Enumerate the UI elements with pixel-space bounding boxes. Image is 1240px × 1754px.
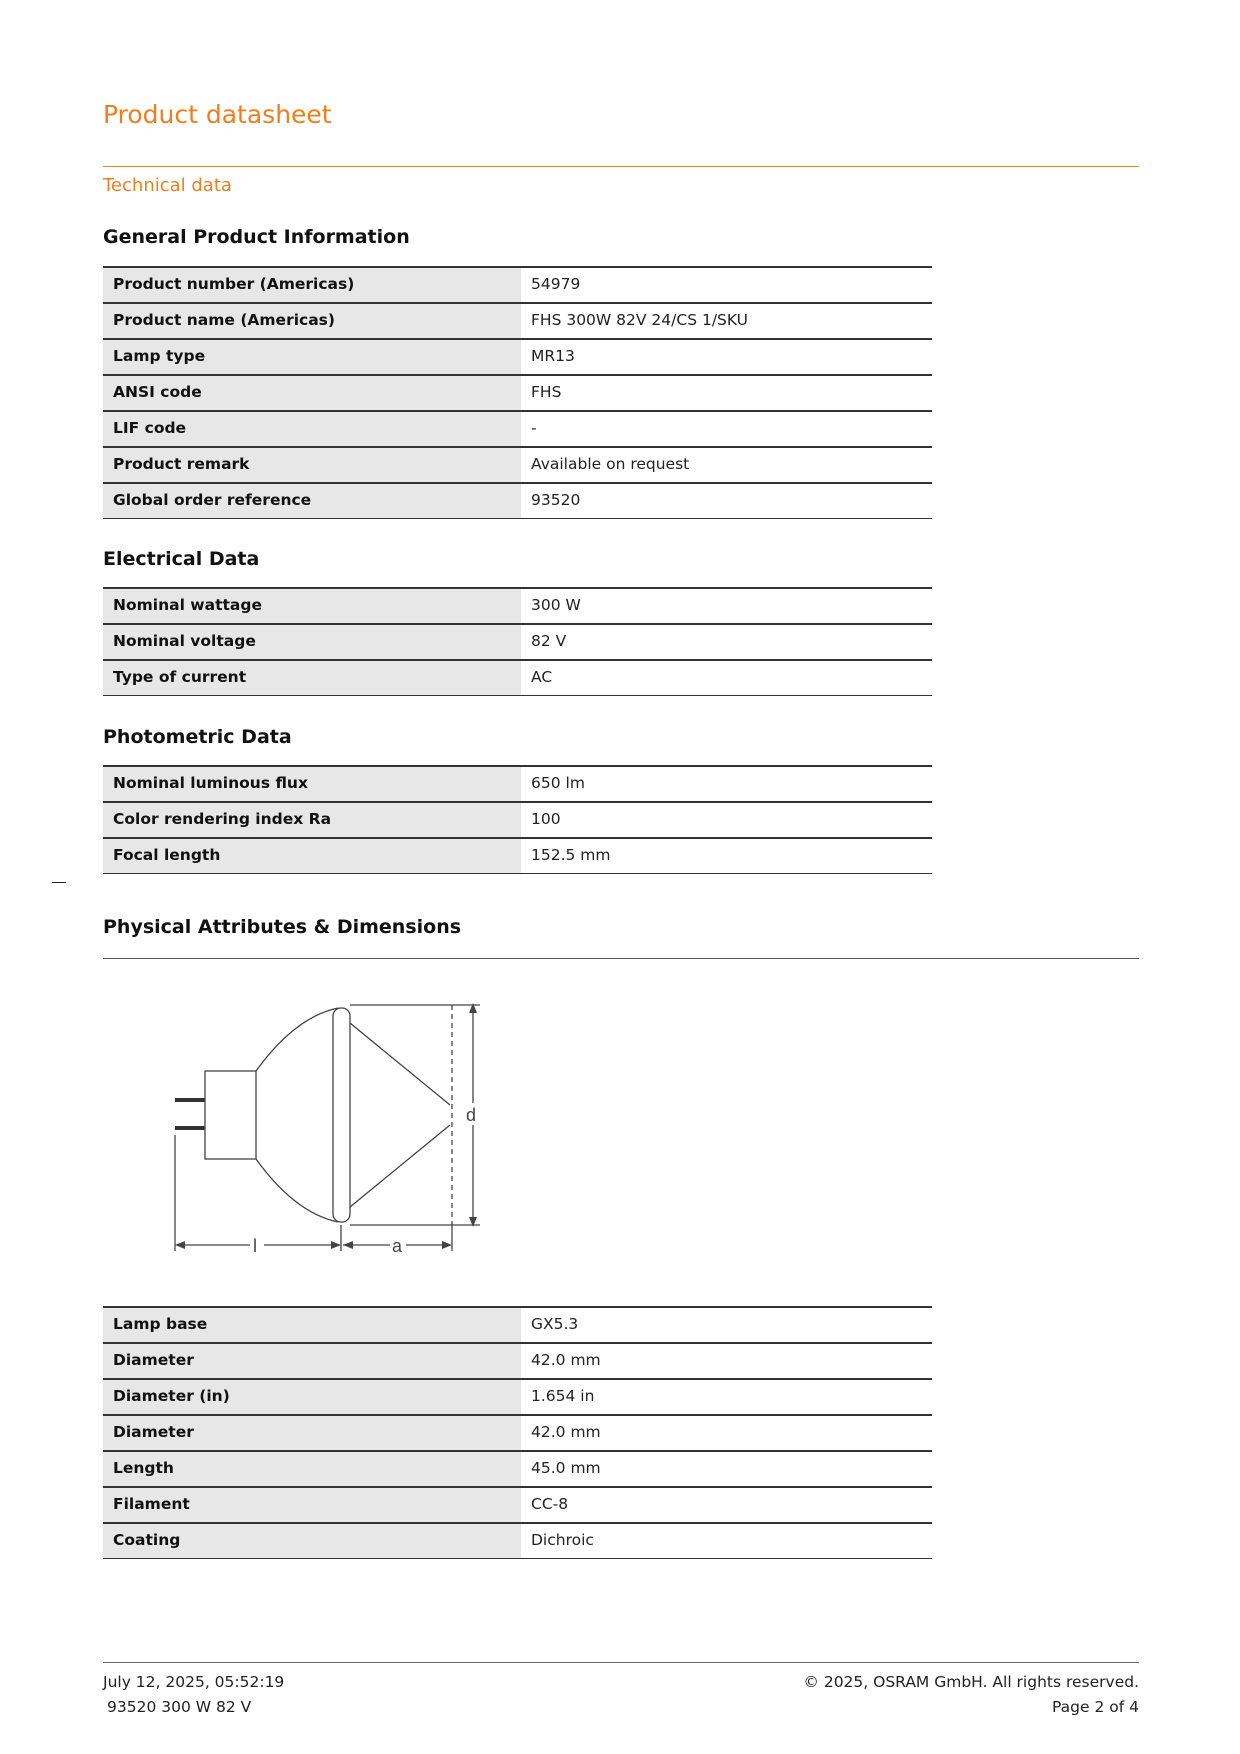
table-row bbox=[103, 1415, 932, 1451]
row-label: Coating bbox=[103, 1523, 521, 1559]
dim-label-d: d bbox=[466, 1105, 477, 1125]
table-row bbox=[103, 483, 932, 519]
front-glass bbox=[333, 1008, 350, 1222]
row-value: AC bbox=[521, 660, 932, 696]
row-label: Diameter bbox=[103, 1415, 521, 1451]
row-label: LIF code bbox=[103, 411, 521, 447]
lamp-dimension-drawing bbox=[165, 995, 495, 1265]
row-label: Lamp type bbox=[103, 339, 521, 375]
beam-lower bbox=[350, 1125, 450, 1207]
page-title: Product datasheet bbox=[103, 100, 332, 129]
table-row bbox=[103, 375, 932, 411]
general-heading: General Product Information bbox=[103, 226, 410, 248]
table-row bbox=[103, 660, 932, 696]
row-label: Nominal wattage bbox=[103, 588, 521, 624]
row-label: ANSI code bbox=[103, 375, 521, 411]
row-value: 152.5 mm bbox=[521, 838, 932, 874]
footer-divider bbox=[103, 1662, 1139, 1663]
dim-label-l: l bbox=[253, 1236, 257, 1256]
physical-table bbox=[103, 1306, 932, 1559]
row-label: Length bbox=[103, 1451, 521, 1487]
row-value: FHS 300W 82V 24/CS 1/SKU bbox=[521, 303, 932, 339]
electrical-heading: Electrical Data bbox=[103, 548, 260, 570]
row-value: MR13 bbox=[521, 339, 932, 375]
table-row bbox=[103, 1343, 932, 1379]
table-row bbox=[103, 267, 932, 303]
table-row bbox=[103, 303, 932, 339]
row-value: Dichroic bbox=[521, 1523, 932, 1559]
row-value: 93520 bbox=[521, 483, 932, 519]
row-value: 650 lm bbox=[521, 766, 932, 802]
row-value: 45.0 mm bbox=[521, 1451, 932, 1487]
table-row bbox=[103, 1451, 932, 1487]
row-label: Product remark bbox=[103, 447, 521, 483]
table-row bbox=[103, 1379, 932, 1415]
physical-divider bbox=[103, 958, 1139, 959]
table-row bbox=[103, 802, 932, 838]
row-value: - bbox=[521, 411, 932, 447]
dim-label-a: a bbox=[392, 1236, 403, 1256]
section-label: Technical data bbox=[103, 175, 232, 196]
row-value: 300 W bbox=[521, 588, 932, 624]
row-label: Diameter bbox=[103, 1343, 521, 1379]
row-value: 54979 bbox=[521, 267, 932, 303]
footer-product: 93520 300 W 82 V bbox=[107, 1698, 252, 1716]
row-label: Diameter (in) bbox=[103, 1379, 521, 1415]
row-label: Lamp base bbox=[103, 1307, 521, 1343]
footer-page-number: Page 2 of 4 bbox=[1052, 1698, 1139, 1716]
physical-heading: Physical Attributes & Dimensions bbox=[103, 916, 462, 938]
table-row bbox=[103, 588, 932, 624]
row-label: Product name (Americas) bbox=[103, 303, 521, 339]
footer-date: July 12, 2025, 05:52:19 bbox=[103, 1673, 285, 1691]
table-row bbox=[103, 624, 932, 660]
row-label: Filament bbox=[103, 1487, 521, 1523]
row-value: 42.0 mm bbox=[521, 1343, 932, 1379]
reflector-top bbox=[256, 1008, 338, 1071]
arrowheads bbox=[175, 1003, 477, 1249]
table-row bbox=[103, 447, 932, 483]
row-label: Nominal luminous flux bbox=[103, 766, 521, 802]
table-row bbox=[103, 1307, 932, 1343]
row-label: Nominal voltage bbox=[103, 624, 521, 660]
beam-upper bbox=[350, 1023, 450, 1105]
table-row bbox=[103, 411, 932, 447]
row-value: 42.0 mm bbox=[521, 1415, 932, 1451]
photometric-table bbox=[103, 765, 932, 874]
footer-copyright: © 2025, OSRAM GmbH. All rights reserved. bbox=[803, 1673, 1139, 1691]
row-value: GX5.3 bbox=[521, 1307, 932, 1343]
table-row bbox=[103, 339, 932, 375]
electrical-table bbox=[103, 587, 932, 696]
table-row bbox=[103, 838, 932, 874]
row-value: 100 bbox=[521, 802, 932, 838]
row-label: Type of current bbox=[103, 660, 521, 696]
row-value: CC-8 bbox=[521, 1487, 932, 1523]
title-divider bbox=[103, 166, 1139, 167]
table-row bbox=[103, 766, 932, 802]
general-table bbox=[103, 266, 932, 519]
row-value: FHS bbox=[521, 375, 932, 411]
lamp-base-outline bbox=[205, 1071, 256, 1159]
row-value: Available on request bbox=[521, 447, 932, 483]
photometric-heading: Photometric Data bbox=[103, 726, 292, 748]
row-label: Color rendering index Ra bbox=[103, 802, 521, 838]
table-row bbox=[103, 1487, 932, 1523]
row-label: Product number (Americas) bbox=[103, 267, 521, 303]
row-label: Global order reference bbox=[103, 483, 521, 519]
margin-mark bbox=[52, 882, 66, 883]
row-label: Focal length bbox=[103, 838, 521, 874]
reflector-bottom bbox=[256, 1159, 338, 1222]
row-value: 82 V bbox=[521, 624, 932, 660]
row-value: 1.654 in bbox=[521, 1379, 932, 1415]
table-row bbox=[103, 1523, 932, 1559]
